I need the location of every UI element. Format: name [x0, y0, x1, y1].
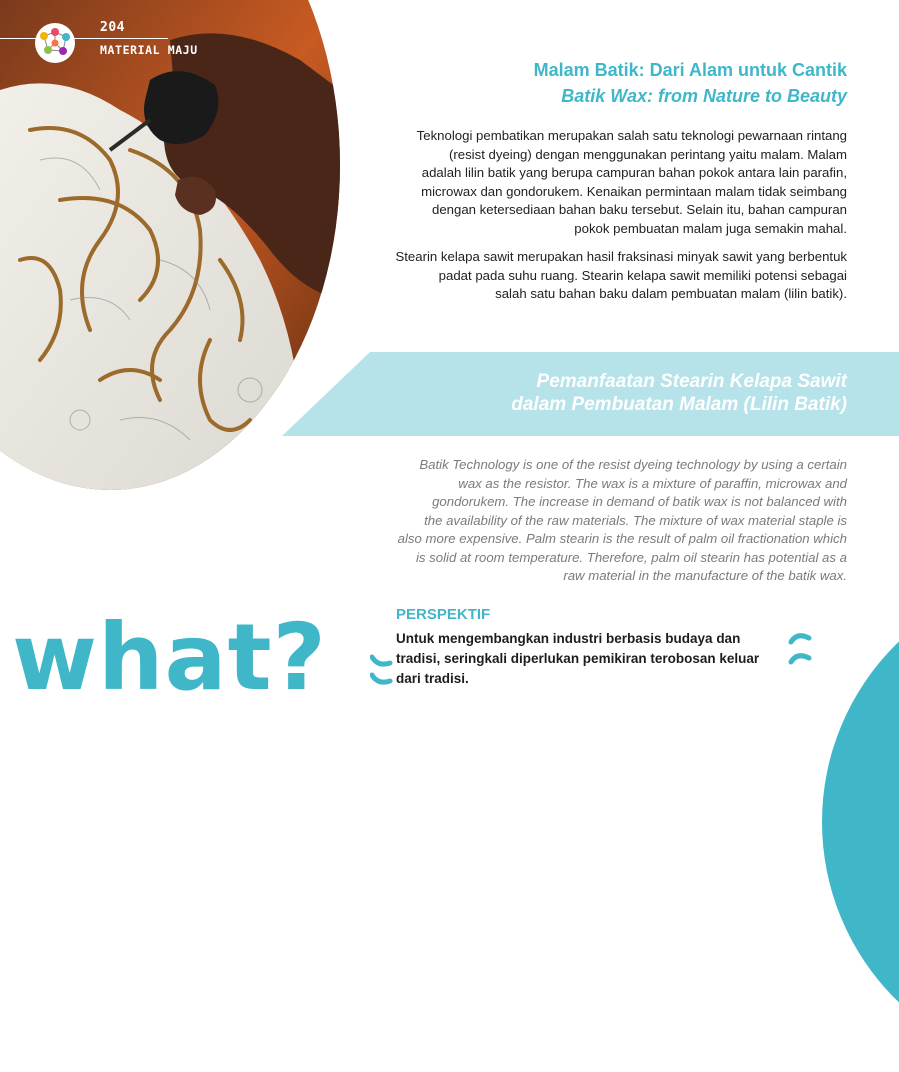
- article-title-english: Batik Wax: from Nature to Beauty: [561, 86, 847, 106]
- perspective-line: dari tradisi.: [396, 671, 469, 686]
- paragraph-line: Stearin kelapa sawit merupakan hasil fraksinasi minyak sawit yang berbentuk: [395, 249, 847, 264]
- open-quote-icon: [370, 653, 396, 671]
- section-label: MATERIAL MAJU: [100, 43, 198, 57]
- english-line: also more expensive. Palm stearin is the result of palm oil fractionation which: [397, 531, 847, 546]
- header-rule: [0, 38, 168, 39]
- perspective-heading: PERSPEKTIF: [396, 606, 491, 623]
- what-label: what?: [12, 604, 327, 711]
- english-line: raw material in the manufacture of the batik wax.: [563, 568, 847, 583]
- paragraph-line: (resist dyeing) dengan menggunakan perintang yaitu malam. Malam: [448, 146, 847, 162]
- english-paragraph: [347, 456, 847, 586]
- paragraph-line: pokok pembuatan malam juga semakin mahal.: [574, 220, 847, 236]
- close-quote-icon: [787, 630, 813, 648]
- corner-circle-decoration: [822, 572, 899, 1072]
- paragraph-stearin: [357, 248, 847, 304]
- perspective-line: Untuk mengembangkan industri berbasis budaya dan: [396, 631, 741, 646]
- paragraph-line: salah satu bahan baku dalam pembuatan malam (lilin batik).: [495, 286, 847, 301]
- article-title: Malam Batik: Dari Alam untuk Cantik: [533, 60, 847, 80]
- band-title-line-1: Pemanfaatan Stearin Kelapa Sawit: [536, 371, 847, 392]
- english-line: the availability of the raw materials. The mixture of wax material staple is: [424, 512, 847, 528]
- paragraph-intro: [357, 127, 847, 238]
- page-number: 204: [100, 20, 125, 35]
- english-line: is solid at room temperature. Therefore, palm oil stearin has potential as a: [415, 549, 847, 565]
- english-line: wax as the resistor. The wax is a mixture of paraffin, microwax and: [458, 475, 847, 491]
- english-line: Batik Technology is one of the resist dyeing technology by using a certain: [419, 457, 847, 472]
- paragraph-line: microwax dan gondorukem. Kenaikan permintaan malam tidak seimbang: [421, 183, 847, 199]
- perspective-line: tradisi, seringkali diperlukan pemikiran terobosan keluar: [396, 651, 760, 666]
- band-title-line-2: dalam Pembuatan Malam (Lilin Batik): [511, 394, 847, 415]
- paragraph-line: dengan ketersediaan bahan baku tersebut. Selain itu, bahan campuran: [432, 202, 847, 217]
- network-logo-icon: [34, 22, 76, 64]
- paragraph-line: Teknologi pembatikan merupakan salah satu teknologi pewarnaan rintang: [416, 128, 847, 143]
- open-quote-icon: [370, 671, 396, 689]
- close-quote-icon: [787, 650, 813, 668]
- paragraph-line: padat pada suhu ruang. Stearin kelapa sawit memiliki potensi sebagai: [438, 267, 847, 283]
- paragraph-line: adalah lilin batik yang berupa campuran bahan pokok antara lain parafin,: [421, 165, 847, 180]
- english-line: gondorukem. The increase in demand of batik wax is not balanced with: [432, 494, 847, 509]
